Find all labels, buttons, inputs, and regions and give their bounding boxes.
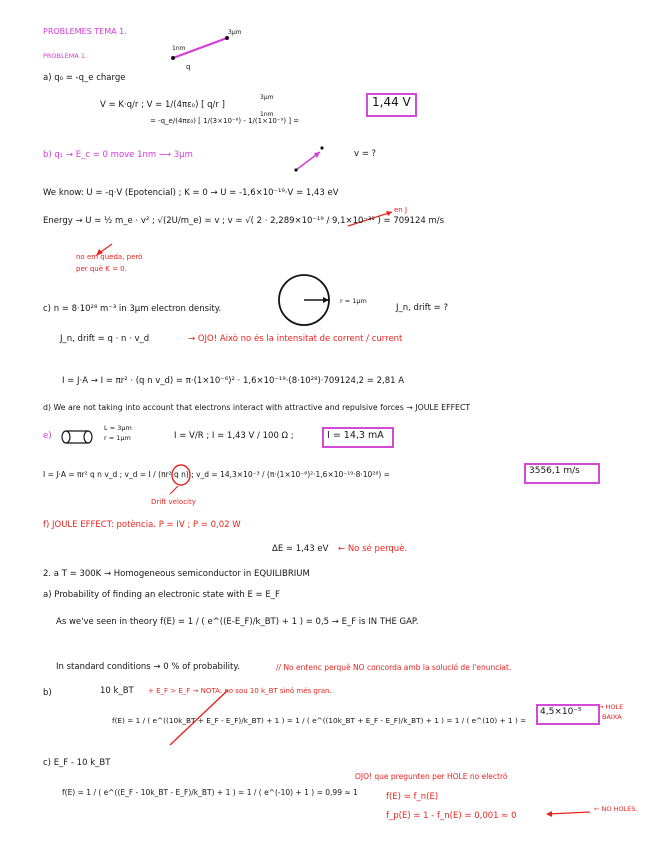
- part-a-line: a) q₀ = -q_e charge: [43, 73, 126, 83]
- part-b-knowledge: We know: U = -q·V (Epotencial) ; K = 0 → U = -1,6×10⁻¹⁹·V = 1,43 eV: [43, 188, 339, 198]
- part-2c-note-1: OJO! que pregunten per HOLE no electró: [355, 772, 508, 781]
- sketch-label-left: 1nm: [172, 45, 186, 52]
- energy-delta: ΔE = 1,43 eV: [272, 544, 329, 554]
- part-f-line: f) JOULE EFFECT: potència. P = IV ; P = 0,02 W: [43, 520, 241, 530]
- part-2b-head: 10 k_BT: [100, 686, 134, 696]
- result-2b: 4,5×10⁻⁵: [540, 707, 582, 717]
- part-2c-note-4: ← NO HOLES.: [594, 805, 638, 813]
- sketch-label-q: q: [186, 63, 191, 71]
- hole-note-2: BAIXA: [602, 713, 622, 721]
- part-b-energy: Energy → U = ½ m_e · v² ; √(2U/m_e) = v ; v = √( 2 · 2,289×10⁻¹⁹ / 9,1×10⁻³¹ ) = 709124 m/s: [43, 216, 445, 226]
- part-2c-note-2: f(E) = f_n(E): [386, 792, 439, 802]
- current-density-question: J_n, drift = ?: [396, 303, 449, 313]
- ohm-equation: I = V/R ; I = 1,43 V / 100 Ω ;: [174, 431, 294, 441]
- current-calc: I = J·A → I = πr² · (q n v_d) = π·(1×10⁻⁶)² · 1,6×10⁻¹⁹·(8·10²⁸)·709124,2 = 2,81 A: [62, 376, 405, 386]
- standard-conditions-note: // No entenc perquè NO concorda amb la solució de l'enunciat.: [276, 663, 512, 672]
- limit-top: 3µm: [260, 94, 274, 101]
- part-2c-note-3: f_p(E) = 1 - f_n(E) = 0,001 ≈ 0: [386, 811, 517, 821]
- fermi-function: As we've seen in theory f(E) = 1 / ( e^((E-E_F)/k_BT) + 1 ) = 0,5 → E_F is IN THE GAP.: [56, 617, 419, 627]
- part-d-line: d) We are not taking into account that electrons interact with attractive and repulsive forces → JOULE EFFECT: [43, 403, 471, 412]
- result-a: 1,44 V: [372, 95, 411, 109]
- hole-note: → HOLE: [598, 703, 624, 711]
- en-j-note: en J: [394, 206, 408, 214]
- part-b-question: v = ?: [354, 149, 377, 159]
- sketch-label-top: 3µm: [228, 29, 242, 36]
- part-a-equation: V = K·q/r ; V = 1/(4πε₀) [ q/r ]: [100, 100, 225, 110]
- energy-delta-note: ← No sé perquè.: [338, 544, 408, 554]
- part-2b-label: b): [43, 688, 52, 698]
- part-2c-equation: f(E) = 1 / ( e^((E_F - 10k_BT - E_F)/k_BT) + 1 ) = 1 / ( e^(-10) + 1 ) = 0,99 ≈ 1: [62, 788, 358, 797]
- problem-2-title: 2. a T = 300K → Homogeneous semiconductor in EQUILIBRIUM: [43, 569, 310, 579]
- limit-bottom: 1nm: [260, 111, 274, 118]
- page-title: PROBLEMES TEMA 1.: [43, 27, 127, 36]
- result-current: I = 14,3 mA: [327, 430, 384, 441]
- part-2a-line: a) Probability of finding an electronic state with E = E_F: [43, 590, 280, 600]
- part-2b-equation: f(E) = 1 / ( e^((10k_BT + E_F - E_F)/k_BT) + 1 ) = 1 / ( e^((10k_BT + E_F - E_F)/k_BT) + 1 ) = 1 / ( e^(10) + 1 ) =: [112, 716, 527, 725]
- problem-heading: PROBLEMA 1.: [43, 52, 88, 60]
- part-2b-head-note: + E_F > E_F → NOTA: no sou 10 k_BT sinó més gran.: [148, 687, 332, 695]
- part-2c-label: c) E_F - 10 k_BT: [43, 758, 111, 768]
- note-line-2: per què K = 0.: [76, 265, 127, 273]
- result-drift-velocity: 3556,1 m/s: [529, 466, 580, 476]
- wire-length: L = 3µm: [104, 424, 132, 432]
- radius-label: r = 1µm: [340, 297, 367, 305]
- drift-velocity-equation: I = J·A = πr² q n v_d ; v_d = I / (πr² q n) ; v_d = 14,3×10⁻³ / (π·(1×10⁻⁶)²·1,6×10⁻¹⁹·8·10²⁸) =: [43, 470, 390, 479]
- part-b-line: b) q₁ → E_c = 0 move 1nm ⟶ 3µm: [43, 150, 193, 160]
- standard-conditions: In standard conditions → 0 % of probability.: [56, 662, 240, 672]
- part-c-line: c) n = 8·10²⁸ m⁻³ in 3µm electron density.: [43, 304, 222, 314]
- part-e-label: e): [43, 431, 52, 441]
- drift-warning: → OJO! Això no és la intensitat de corrent / current: [188, 334, 403, 344]
- drift-velocity-note: Drift velocity: [151, 498, 196, 506]
- wire-radius: r = 1µm: [104, 434, 131, 442]
- note-line-1: no em queda, però: [76, 253, 143, 261]
- drift-formula: J_n, drift = q · n · v_d: [60, 334, 150, 344]
- part-a-equation-mid: = -q_e/(4πε₀) [ 1/(3×10⁻⁶) - 1/(1×10⁻⁹) ] =: [150, 117, 300, 125]
- charge-dot: [171, 56, 175, 60]
- wire-cylinder: [62, 431, 70, 443]
